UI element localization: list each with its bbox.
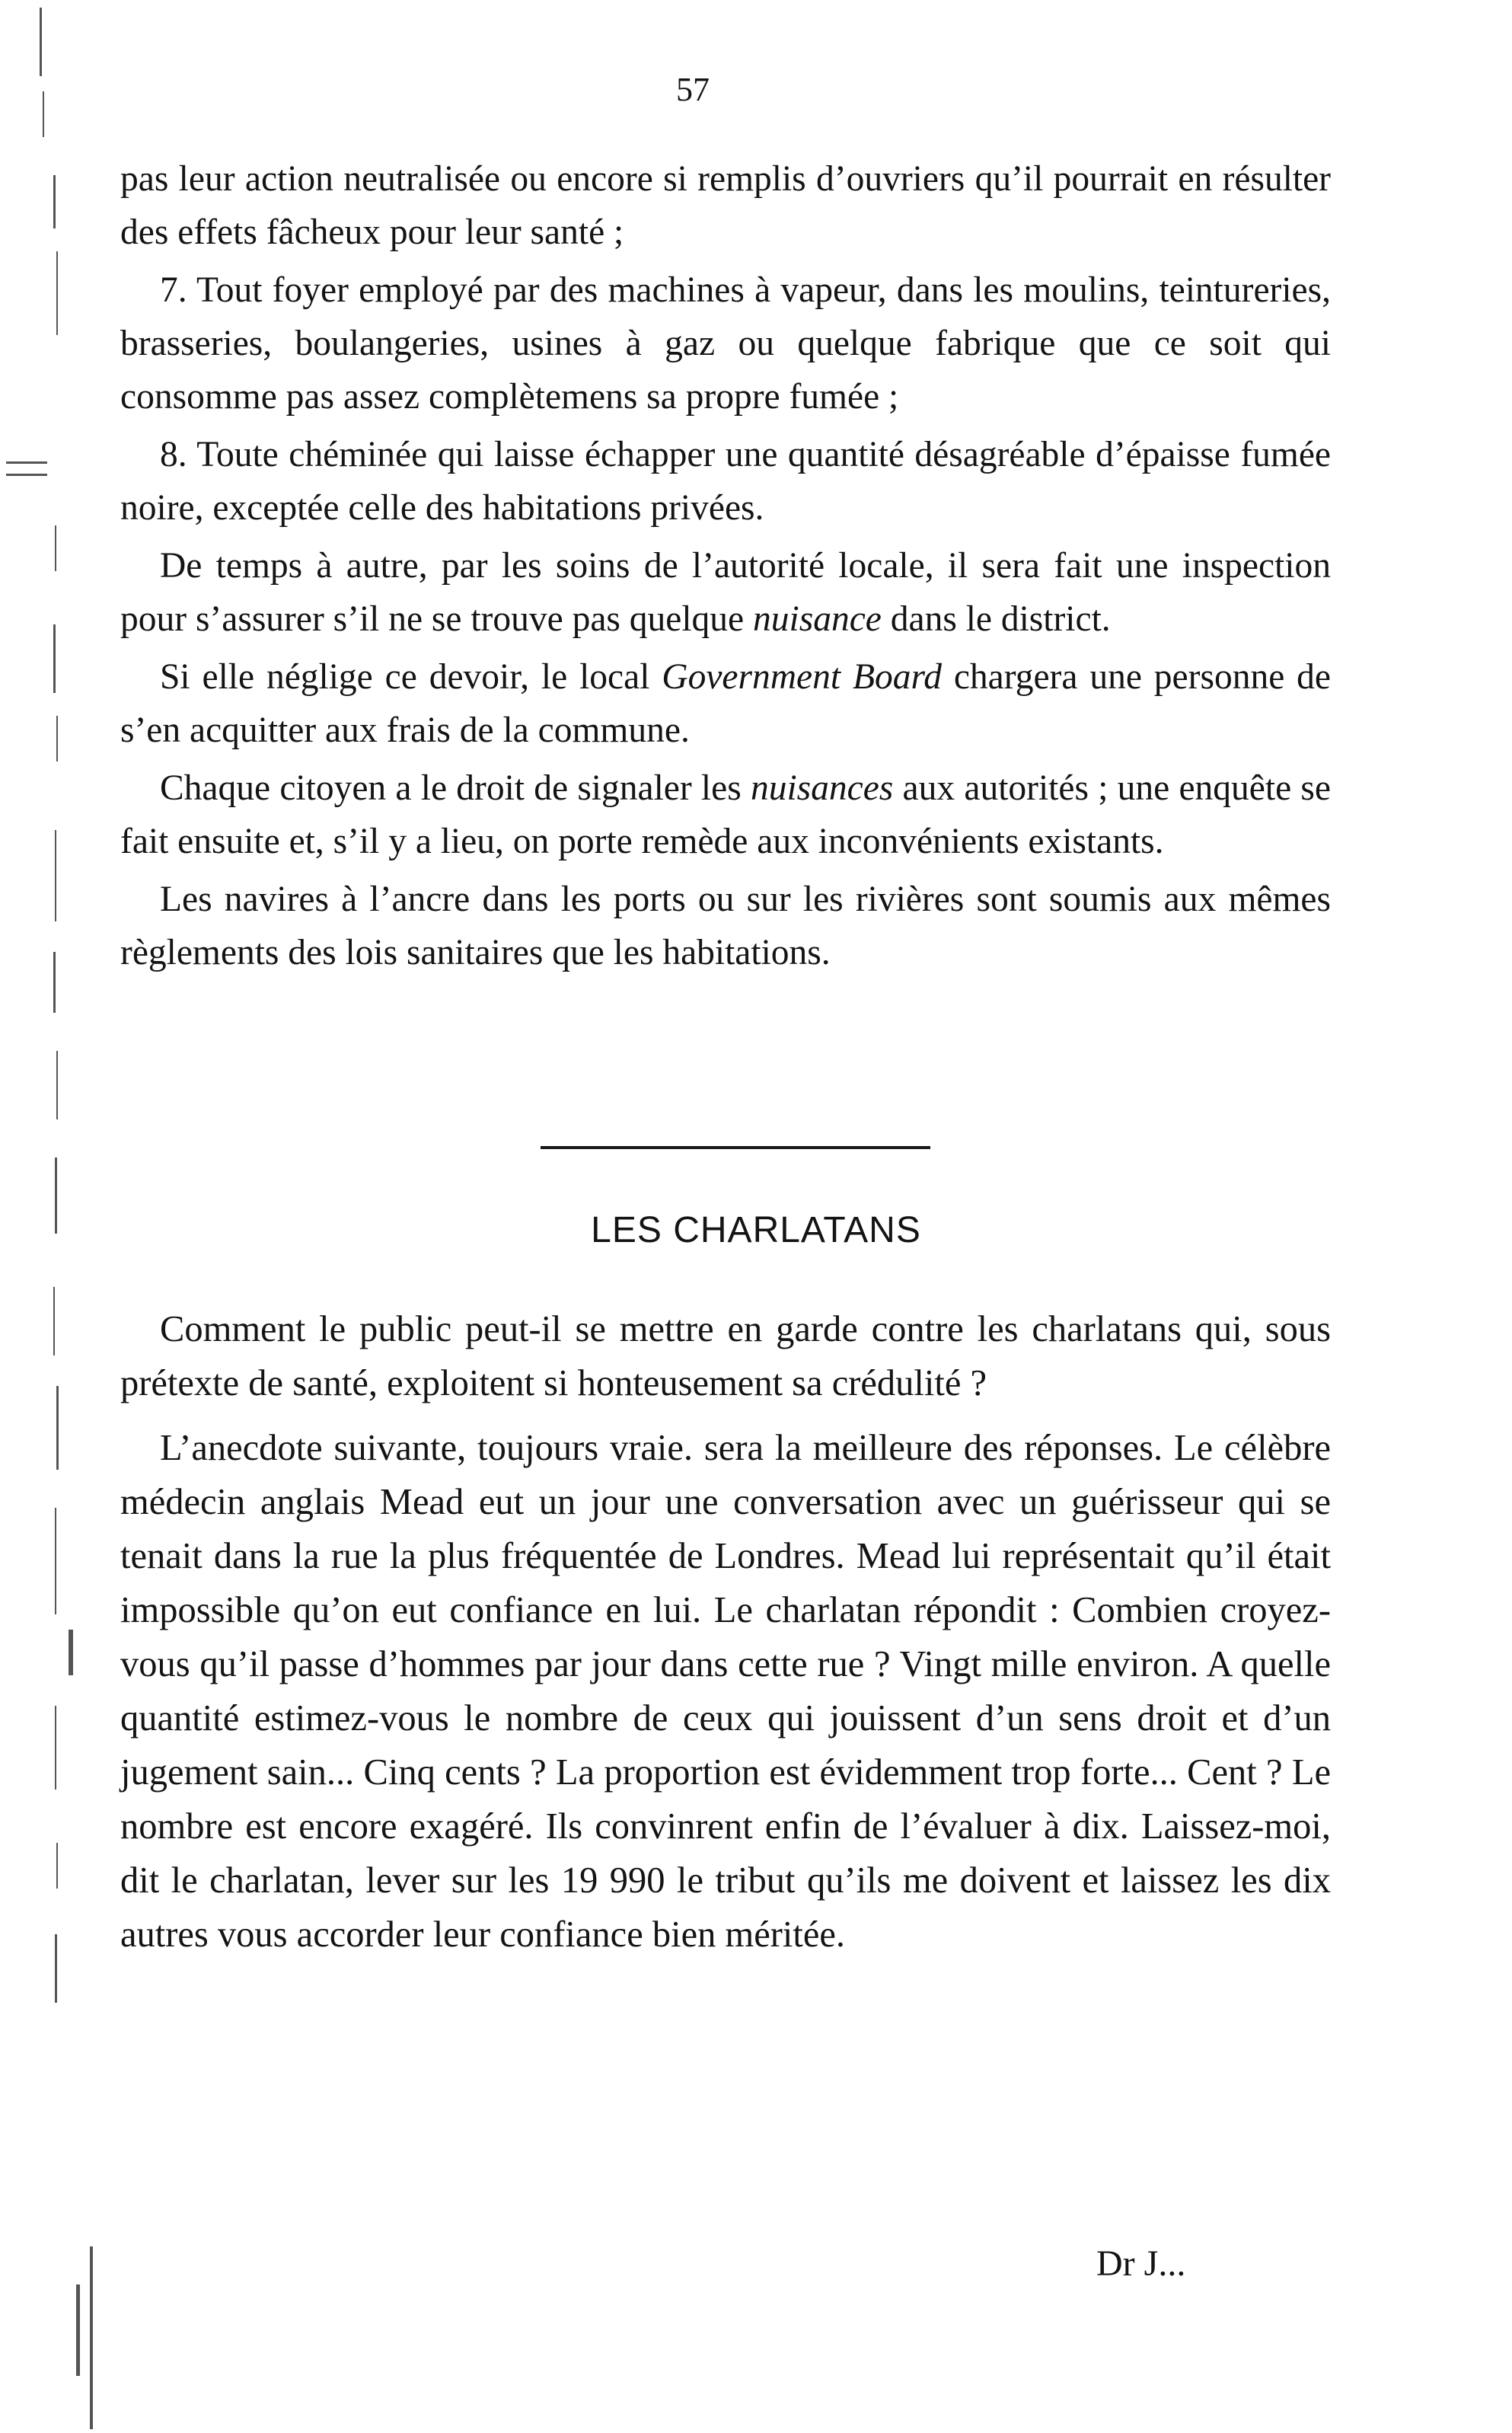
paragraph: L’anecdote suivante, toujours vraie. sera la meilleure des réponses. Le célèbre médecin anglais Mead eut un jour une conversation avec un guérisseur qui se tenait dans la rue la plus fréquentée de Londres. Mead lui représentait qu’il était impossible qu’on eut confiance en lui. Le charlatan répondit : Combien croyez-vous qu’il passe d’hommes par jour dans cette rue ? Vingt mille environ. A quelle quantité estimez-vous le nombre de ceux qui jouissent d’un sens droit et d’un jugement sain... Cinq cents ? La proportion est évidemment trop forte... Cent ? Le nombre est encore exagéré. Ils convinrent enfin de l’évaluer à dix. Laissez-moi, dit le charlatan, lever sur les 19 990 le tribut qu’ils me doivent et laissez les dix autres vous accorder leur confiance bien méritée. xyxy=(120,1428,1331,1955)
paragraph: pas leur action neutralisée ou encore si remplis d’ouvriers qu’il pourrait en résulter des effets fâcheux pour leur santé ; xyxy=(120,159,1331,252)
paragraph: Les navires à l’ancre dans les ports ou sur les rivières sont soumis aux mêmes règlements des lois sanitaires que les habitations. xyxy=(120,880,1331,972)
author-signature: Dr J... xyxy=(1096,2243,1186,2284)
section-title: LES CHARLATANS xyxy=(591,1210,921,1250)
charlatans-text xyxy=(120,1302,1331,1972)
section-divider xyxy=(541,1146,930,1149)
paragraph: Si elle néglige ce devoir, le local Government Board chargera une personne de s’en acquitter aux frais de la commune. xyxy=(120,657,1331,750)
paragraph: Chaque citoyen a le droit de signaler les nuisances aux autorités ; une enquête se fait ensuite et, s’il y a lieu, on porte remède aux inconvénients existants. xyxy=(120,768,1331,861)
paragraph: De temps à autre, par les soins de l’autorité locale, il sera fait une inspection pour s’assurer s’il ne se trouve pas quelque nuisance dans le district. xyxy=(120,546,1331,639)
page-number: 57 xyxy=(676,71,710,108)
sanitary-regulations-text xyxy=(120,152,1331,984)
paragraph: Comment le public peut-il se mettre en garde contre les charlatans qui, sous prétexte de santé, exploitent si honteusement sa crédulité ? xyxy=(120,1309,1331,1403)
paragraph: 7. Tout foyer employé par des machines à vapeur, dans les moulins, teintureries, brasseries, boulangeries, usines à gaz ou quelque fabrique que ce soit qui consomme pas assez complètemens sa propre fumée ; xyxy=(120,270,1331,417)
paragraph: 8. Toute chéminée qui laisse échapper une quantité désagréable d’épaisse fumée noire, exceptée celle des habitations privées. xyxy=(120,435,1331,528)
